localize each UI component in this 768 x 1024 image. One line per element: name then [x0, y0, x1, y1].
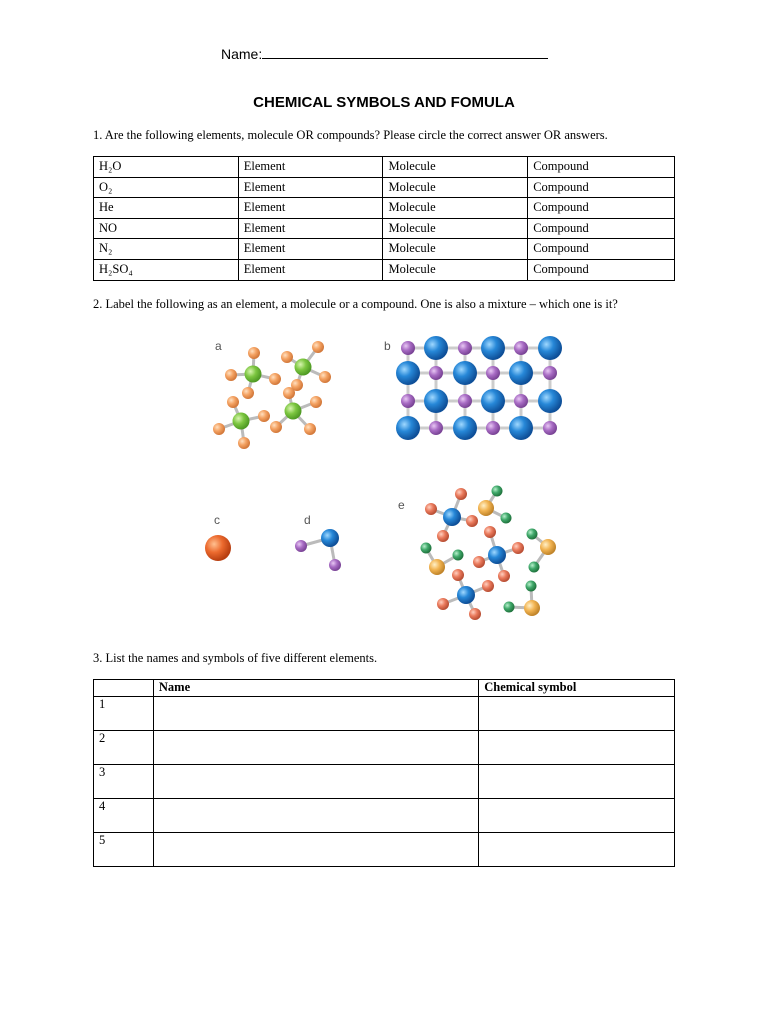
formula-cell: NO [94, 218, 239, 239]
name-cell[interactable] [153, 731, 478, 765]
header-number [94, 680, 154, 697]
question-2-text: 2. Label the following as an element, a molecule or a compound. One is also a mixture – which one is it? [93, 297, 618, 311]
question-1-text: 1. Are the following elements, molecule OR compounds? Please circle the correct answer OR answers. [93, 128, 608, 142]
formula-cell: He [94, 198, 239, 219]
table-row [94, 697, 675, 731]
formula-cell: O₂ [94, 177, 239, 198]
name-cell[interactable] [153, 765, 478, 799]
name-cell[interactable] [153, 799, 478, 833]
option-element[interactable]: Element [238, 218, 383, 239]
row-number: 3 [94, 765, 154, 799]
figure-b [384, 336, 562, 440]
page-title: CHEMICAL SYMBOLS AND FOMULA [253, 94, 515, 111]
figure-a-label: a [215, 339, 222, 353]
symbol-cell[interactable] [479, 765, 675, 799]
figure-e [398, 486, 556, 621]
figure-b-label: b [384, 339, 391, 353]
table-row [94, 731, 675, 765]
table-row [94, 833, 675, 867]
name-cell[interactable] [153, 697, 478, 731]
symbol-cell[interactable] [479, 833, 675, 867]
row-number: 5 [94, 833, 154, 867]
table-row [94, 765, 675, 799]
option-compound[interactable]: Compound [528, 157, 675, 178]
header-name: Name [153, 680, 478, 697]
option-compound[interactable]: Compound [528, 177, 675, 198]
question-3-text: 3. List the names and symbols of five different elements. [93, 651, 378, 665]
figure-d [295, 513, 341, 571]
option-molecule[interactable]: Molecule [383, 157, 528, 178]
figure-c [205, 513, 231, 561]
name-cell[interactable] [153, 833, 478, 867]
symbol-cell[interactable] [479, 697, 675, 731]
symbol-cell[interactable] [479, 799, 675, 833]
option-compound[interactable]: Compound [528, 198, 675, 219]
figure-a [213, 339, 331, 449]
name-label: Name: [221, 46, 263, 62]
option-compound[interactable]: Compound [528, 259, 675, 280]
option-element[interactable]: Element [238, 198, 383, 219]
formula-cell: N₂ [94, 239, 239, 260]
option-molecule[interactable]: Molecule [383, 239, 528, 260]
figure-e-label: e [398, 498, 405, 512]
option-element[interactable]: Element [238, 157, 383, 178]
option-molecule[interactable]: Molecule [383, 198, 528, 219]
table-header-row [94, 680, 675, 697]
row-number: 1 [94, 697, 154, 731]
option-compound[interactable]: Compound [528, 218, 675, 239]
option-element[interactable]: Element [238, 259, 383, 280]
option-molecule[interactable]: Molecule [383, 259, 528, 280]
option-molecule[interactable]: Molecule [383, 177, 528, 198]
option-element[interactable]: Element [238, 177, 383, 198]
table-row [94, 799, 675, 833]
row-number: 2 [94, 731, 154, 765]
row-number: 4 [94, 799, 154, 833]
figure-d-label: d [304, 513, 311, 527]
header-symbol: Chemical symbol [479, 680, 675, 697]
formula-cell: H₂O [94, 157, 239, 178]
option-molecule[interactable]: Molecule [383, 218, 528, 239]
symbol-cell[interactable] [479, 731, 675, 765]
option-compound[interactable]: Compound [528, 239, 675, 260]
figure-c-label: c [214, 513, 220, 527]
formula-cell: H₂SO₄ [94, 259, 239, 280]
elements-table [93, 679, 675, 867]
option-element[interactable]: Element [238, 239, 383, 260]
